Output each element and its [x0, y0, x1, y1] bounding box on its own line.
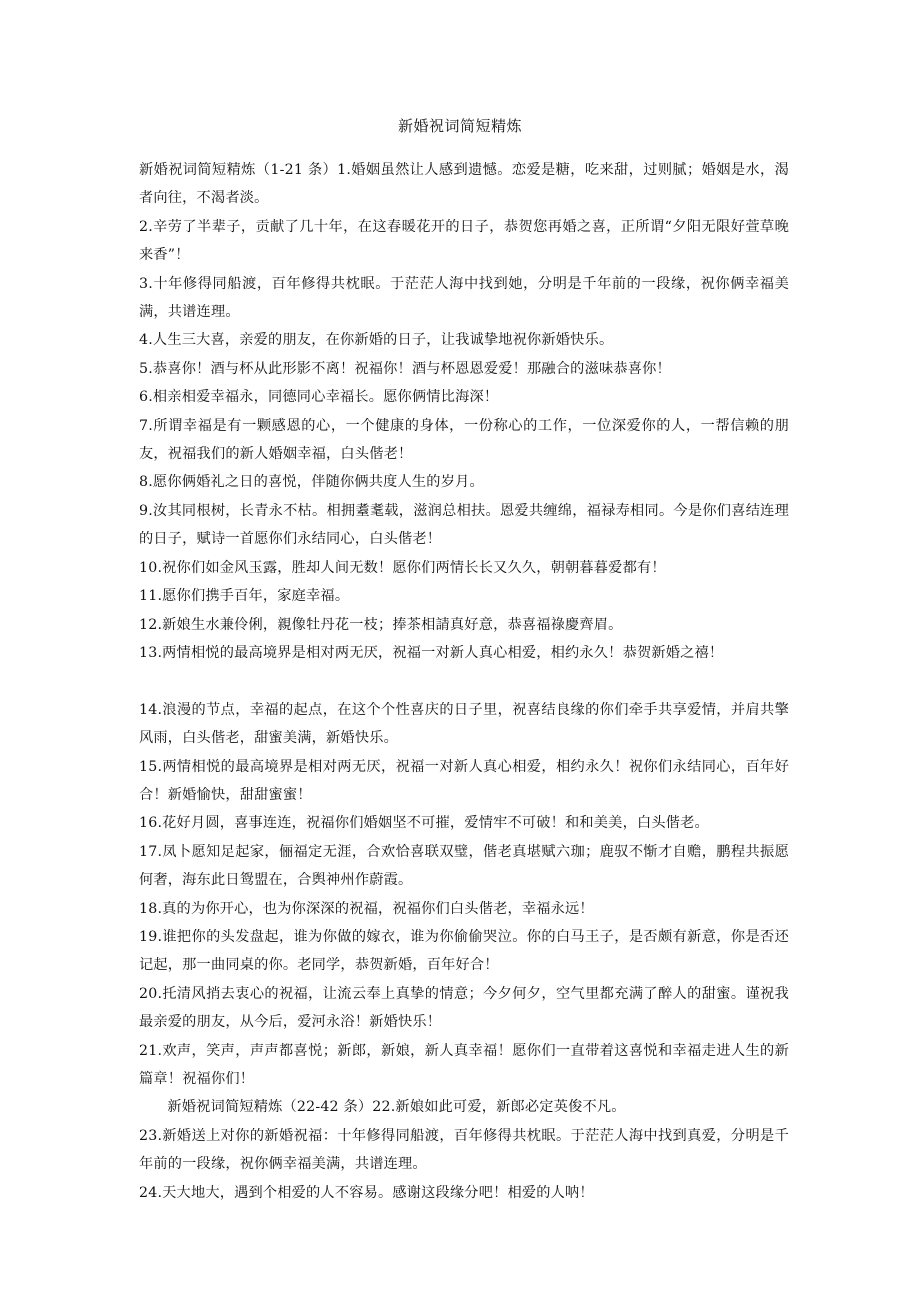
paragraph-9: 9.汝其同根树，长青永不枯。相拥耋耄载，滋润总相扶。恩爱共缠绵，福禄寿相同。今是你们喜结连理的日子，赋诗一首愿你们永结同心，白头偕老！ — [139, 502, 789, 548]
paragraph-section-22: 新婚祝词简短精炼（22-42 条）22.新娘如此可爱，新郎必定英俊不凡。 — [167, 1099, 626, 1116]
paragraph-2: 2.辛劳了半辈子，贡献了几十年，在这春暖花开的日子，恭贺您再婚之喜，正所谓“夕阳无限好萱草晚来香”！ — [139, 218, 789, 264]
document-body — [139, 156, 789, 1207]
paragraph-23: 23.新婚送上对你的新婚祝福：十年修得同船渡，百年修得共枕眠。于茫茫人海中找到真爱，分明是千年前的一段缘，祝你俩幸福美满，共谱连理。 — [139, 1127, 789, 1173]
paragraph-6: 6.相亲相爱幸福永，同德同心幸福长。愿你俩情比海深！ — [139, 389, 499, 406]
document-title: 新婚祝词简短精炼 — [397, 117, 522, 135]
paragraph-3: 3.十年修得同船渡，百年修得共枕眠。于茫茫人海中找到她，分明是千年前的一段缘，祝你俩幸福美满，共谱连理。 — [139, 275, 789, 321]
paragraph-7: 7.所谓幸福是有一颗感恩的心，一个健康的身体，一份称心的工作，一位深爱你的人，一帮信赖的朋友，祝福我们的新人婚姻幸福，白头偕老！ — [139, 417, 789, 463]
paragraph-4: 4.人生三大喜，亲爱的朋友，在你新婚的日子，让我诚挚地祝你新婚快乐。 — [139, 332, 614, 349]
paragraph-5: 5.恭喜你！酒与杯从此形影不离！祝福你！酒与杯恩恩爱爱！那融合的滋味恭喜你！ — [139, 360, 671, 377]
blank-line — [139, 667, 789, 695]
paragraph-15: 15.两情相悦的最高境界是相对两无厌，祝福一对新人真心相爱，相约永久！祝你们永结同心，百年好合！新婚愉快，甜甜蜜蜜！ — [139, 758, 789, 803]
paragraph-18: 18.真的为你开心，也为你深深的祝福，祝福你们白头偕老，幸福永远！ — [139, 900, 594, 917]
paragraph-10: 10.祝你们如金风玉露，胜却人间无数！愿你们两情长长又久久，朝朝暮暮爱都有！ — [139, 559, 666, 576]
paragraph-19: 19.谁把你的头发盘起，谁为你做的嫁衣，谁为你偷偷哭泣。你的白马王子，是否颇有新意，你是否还记起，那一曲同桌的你。老同学，恭贺新婚，百年好合！ — [139, 928, 789, 974]
paragraph-14: 14.浪漫的节点，幸福的起点，在这个个性喜庆的日子里，祝喜结良缘的你们牵手共享爱情，并肩共擎风雨，白头偕老，甜蜜美满，新婚快乐。 — [139, 701, 789, 747]
paragraph-12: 12.新娘生水兼伶俐，親像牡丹花一枝；捧茶相請真好意，恭喜福祿慶齊眉。 — [139, 616, 623, 633]
paragraph-16: 16.花好月圆，喜事连连，祝福你们婚姻坚不可摧，爱情牢不可破！和和美美，白头偕老。 — [139, 815, 709, 832]
paragraph-8: 8.愿你俩婚礼之日的喜悦，伴随你俩共度人生的岁月。 — [139, 474, 484, 491]
paragraph-17: 17.凤卜愿知足起家，俪福定无涯，合欢恰喜联双璧，偕老真堪赋六珈；鹿驭不惭才自赡，鹏程共振愿何奢，海东此日鸳盟在，合舆神州作蔚霞。 — [139, 843, 789, 889]
paragraph-24: 24.天大地大，遇到个相爱的人不容易。感谢这段缘分吧！相爱的人呐！ — [139, 1184, 594, 1201]
paragraph-11: 11.愿你们携手百年，家庭幸福。 — [139, 588, 350, 605]
paragraph-13: 13.两情相悦的最高境界是相对两无厌，祝福一对新人真心相爱，相约永久！恭贺新婚之禧！ — [139, 644, 724, 661]
paragraph-20: 20.托清风捎去衷心的祝福，让流云奉上真挚的情意；今夕何夕，空气里都充满了醉人的甜蜜。谨祝我最亲爱的朋友，从今后，爱河永浴！新婚快乐！ — [139, 985, 789, 1031]
paragraph-intro-1: 新婚祝词简短精炼（1-21 条）1.婚姻虽然让人感到遗憾。恋爱是糖，吃来甜，过则腻；婚姻是水，渴者向往，不渴者淡。 — [139, 162, 789, 207]
paragraph-21: 21.欢声，笑声，声声都喜悦；新郎，新娘，新人真幸福！愿你们一直带着这喜悦和幸福走进人生的新篇章！祝福你们！ — [139, 1042, 789, 1087]
